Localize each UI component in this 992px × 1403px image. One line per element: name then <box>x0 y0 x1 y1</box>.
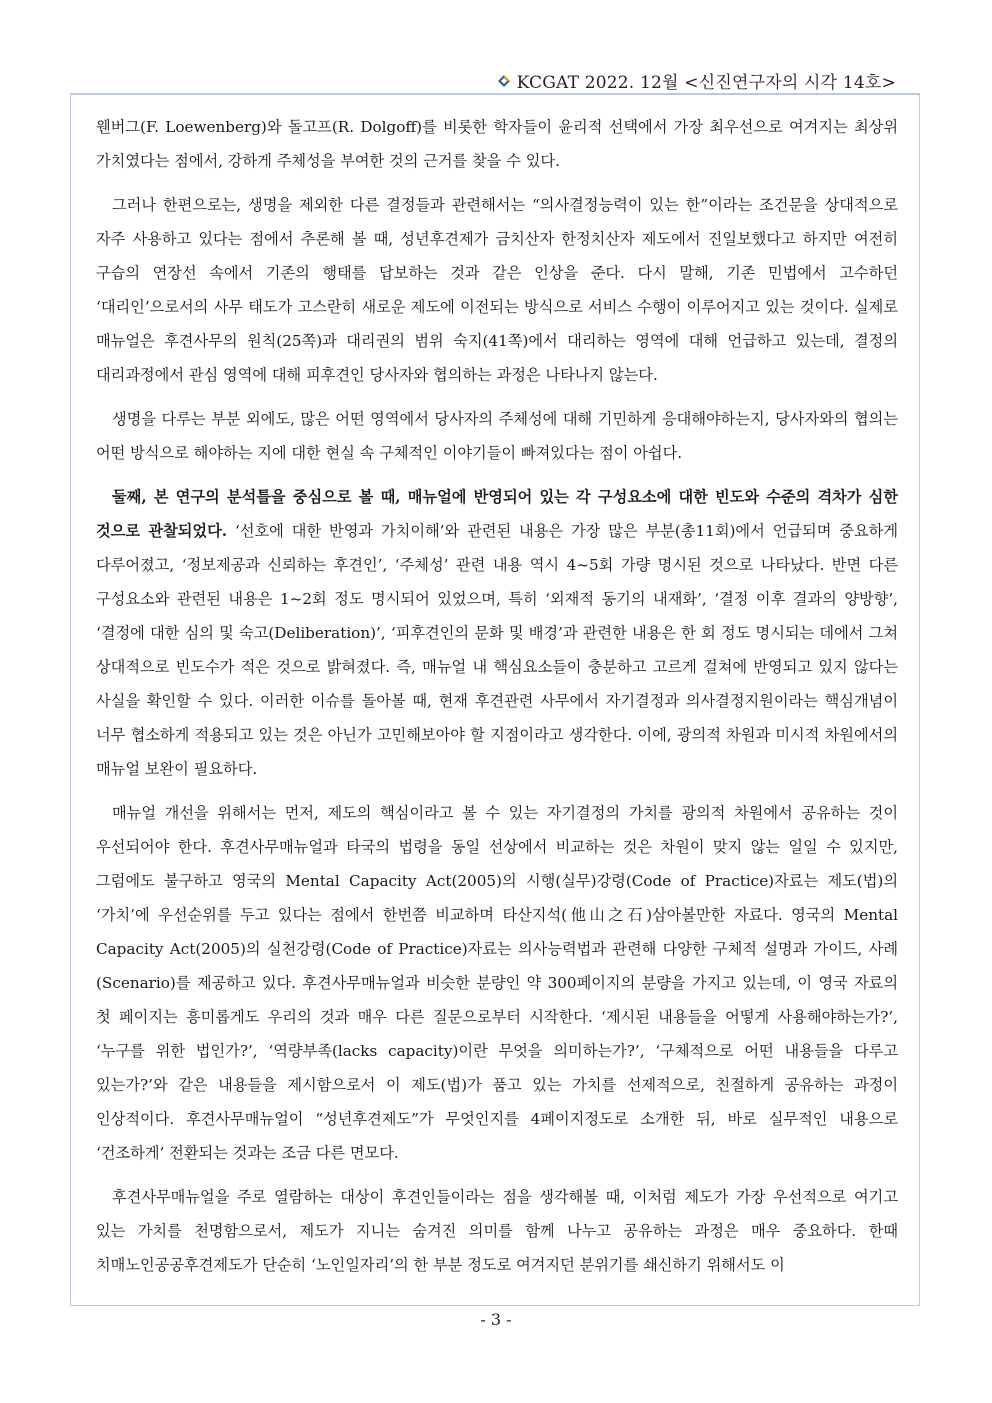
paragraph-5 <box>96 796 898 1170</box>
paragraph-3-text: 생명을 다루는 부분 외에도, 많은 어떤 영역에서 당사자의 주체성에 대해 기민하게 응대해야하는지, 당사자와의 협의는 어떤 방식으로 해야하는 지에 대한 현실 속 구체적인 이야기들이 빠져있다는 점이 아쉽다. <box>96 410 898 462</box>
header-title: KCGAT 2022. 12월 <신진연구자의 시각 14호> <box>516 73 896 93</box>
paragraph-2 <box>96 188 898 392</box>
paragraph-1 <box>96 110 898 178</box>
kcgat-diamond-logo-icon <box>497 74 511 88</box>
paragraph-1-text: 웬버그(F. Loewenberg)와 돌고프(R. Dolgoff)를 비롯한 학자들이 윤리적 선택에서 가장 최우선으로 여겨지는 최상위 가치였다는 점에서, 강하게 주체성을 부여한 것의 근거를 찾을 수 있다. <box>96 118 898 170</box>
body-text <box>96 110 898 1292</box>
paragraph-2-text: 그러나 한편으로는, 생명을 제외한 다른 결정들과 관련해서는 “의사결정능력이 있는 한”이라는 조건문을 상대적으로 자주 사용하고 있다는 점에서 추론해 볼 때, 성년후견제가 금치산자 한정치산자 제도에서 진일보했다고 하지만 여전히 구습의 연장선 속에서 기존의 행태를 답보하는 것과 같은 인상을 준다. 다시 말해, 기존 민법에서 고수하던 ‘대리인’으로서의 사무 태도가 고스란히 새로운 제도에 이전되는 방식으로 서비스 수행이 이루어지고 있는 것이다. 실제로 매뉴얼은 후견사무의 원칙(25쪽)과 대리권의 범위 숙지(41쪽)에서 대리하는 영역에 대해 언급하고 있는데, 결정의 대리과정에서 관심 영역에 대해 피후견인 당사자와 협의하는 과정은 나타나지 않는다. <box>96 196 898 384</box>
paragraph-4-bold-lead: 둘째, 본 연구의 분석틀을 중심으로 볼 때, 매뉴얼에 반영되어 있는 각 구성요소에 대한 빈도와 수준의 격차가 심한 것으로 관찰되었다. <box>96 488 898 540</box>
paragraph-4-text: ‘선호에 대한 반영과 가치이해’와 관련된 내용은 가장 많은 부분(총11회)에서 언급되며 중요하게 다루어졌고, ‘정보제공과 신뢰하는 후견인’, ‘주체성’ 관련 내용 역시 4~5회 가량 명시된 것으로 나타났다. 반면 다른 구성요소와 관련된 내용은 1~2회 정도 명시되어 있었으며, 특히 ‘외재적 동기의 내재화’, ‘결정 이후 결과의 양방향’, ‘결정에 대한 심의 및 숙고(Deliberation)’, ‘피후견인의 문화 및 배경’과 관련한 내용은 한 회 정도 명시되는 데에서 그쳐 상대적으로 빈도수가 적은 것으로 밝혀졌다. 즉, 매뉴얼 내 핵심요소들이 충분하고 고르게 걸쳐에 반영되고 있지 않다는 사실을 확인할 수 있다. 이러한 이슈를 돌아볼 때, 현재 후견관련 사무에서 자기결정과 의사결정지원이라는 핵심개념이 너무 협소하게 적용되고 있는 것은 아닌가 고민해보아야 할 지점이라고 생각한다. 이에, 광의적 차원과 미시적 차원에서의 매뉴얼 보완이 필요하다. <box>96 522 898 778</box>
page-number: - 3 - <box>480 1310 512 1329</box>
page-header <box>497 68 896 93</box>
paragraph-6 <box>96 1180 898 1282</box>
paragraph-5-text: 매뉴얼 개선을 위해서는 먼저, 제도의 핵심이라고 볼 수 있는 자기결정의 가치를 광의적 차원에서 공유하는 것이 우선되어야 한다. 후견사무매뉴얼과 타국의 법령을 동일 선상에서 비교하는 것은 차원이 맞지 않는 일일 수 있지만, 그럼에도 불구하고 영국의 Mental Capacity Act(2005)의 시행(실무)강령(Code of Practice)자료는 제도(법)의 ‘가치’에 우선순위를 두고 있다는 점에서 한번쯤 비교하며 타산지석(他山之石)삼아볼만한 자료다. 영국의 Mental Capacity Act(2005)의 실천강령(Code of Practice)자료는 의사능력법과 관련해 다양한 구체적 설명과 가이드, 사례(Scenario)를 제공하고 있다. 후견사무매뉴얼과 비슷한 분량인 약 300페이지의 분량을 가지고 있는데, 이 영국 자료의 첫 페이지는 흥미롭게도 우리의 것과 매우 다른 질문으로부터 시작한다. ‘제시된 내용들을 어떻게 사용해야하는가?’, ‘누구를 위한 법인가?’, ‘역량부족(lacks capacity)이란 무엇을 의미하는가?’, ‘구체적으로 어떤 내용들을 다루고 있는가?’와 같은 내용들을 제시함으로서 이 제도(법)가 품고 있는 가치를 선제적으로, 친절하게 공유하는 과정이 인상적이다. 후견사무매뉴얼이 “성년후견제도”가 무엇인지를 4페이지정도로 소개한 뒤, 바로 실무적인 내용으로 ‘건조하게’ 전환되는 것과는 조금 다른 면모다. <box>96 804 898 1162</box>
paragraph-3 <box>96 402 898 470</box>
paragraph-4 <box>96 480 898 786</box>
paragraph-6-text: 후견사무매뉴얼을 주로 열람하는 대상이 후견인들이라는 점을 생각해볼 때, 이처럼 제도가 가장 우선적으로 여기고 있는 가치를 천명함으로서, 제도가 지니는 숨겨진 의미를 함께 나누고 공유하는 과정은 매우 중요하다. 한때 치매노인공공후견제도가 단순히 ‘노인일자리’의 한 부분 정도로 여겨지던 분위기를 쇄신하기 위해서도 이 <box>96 1188 898 1274</box>
